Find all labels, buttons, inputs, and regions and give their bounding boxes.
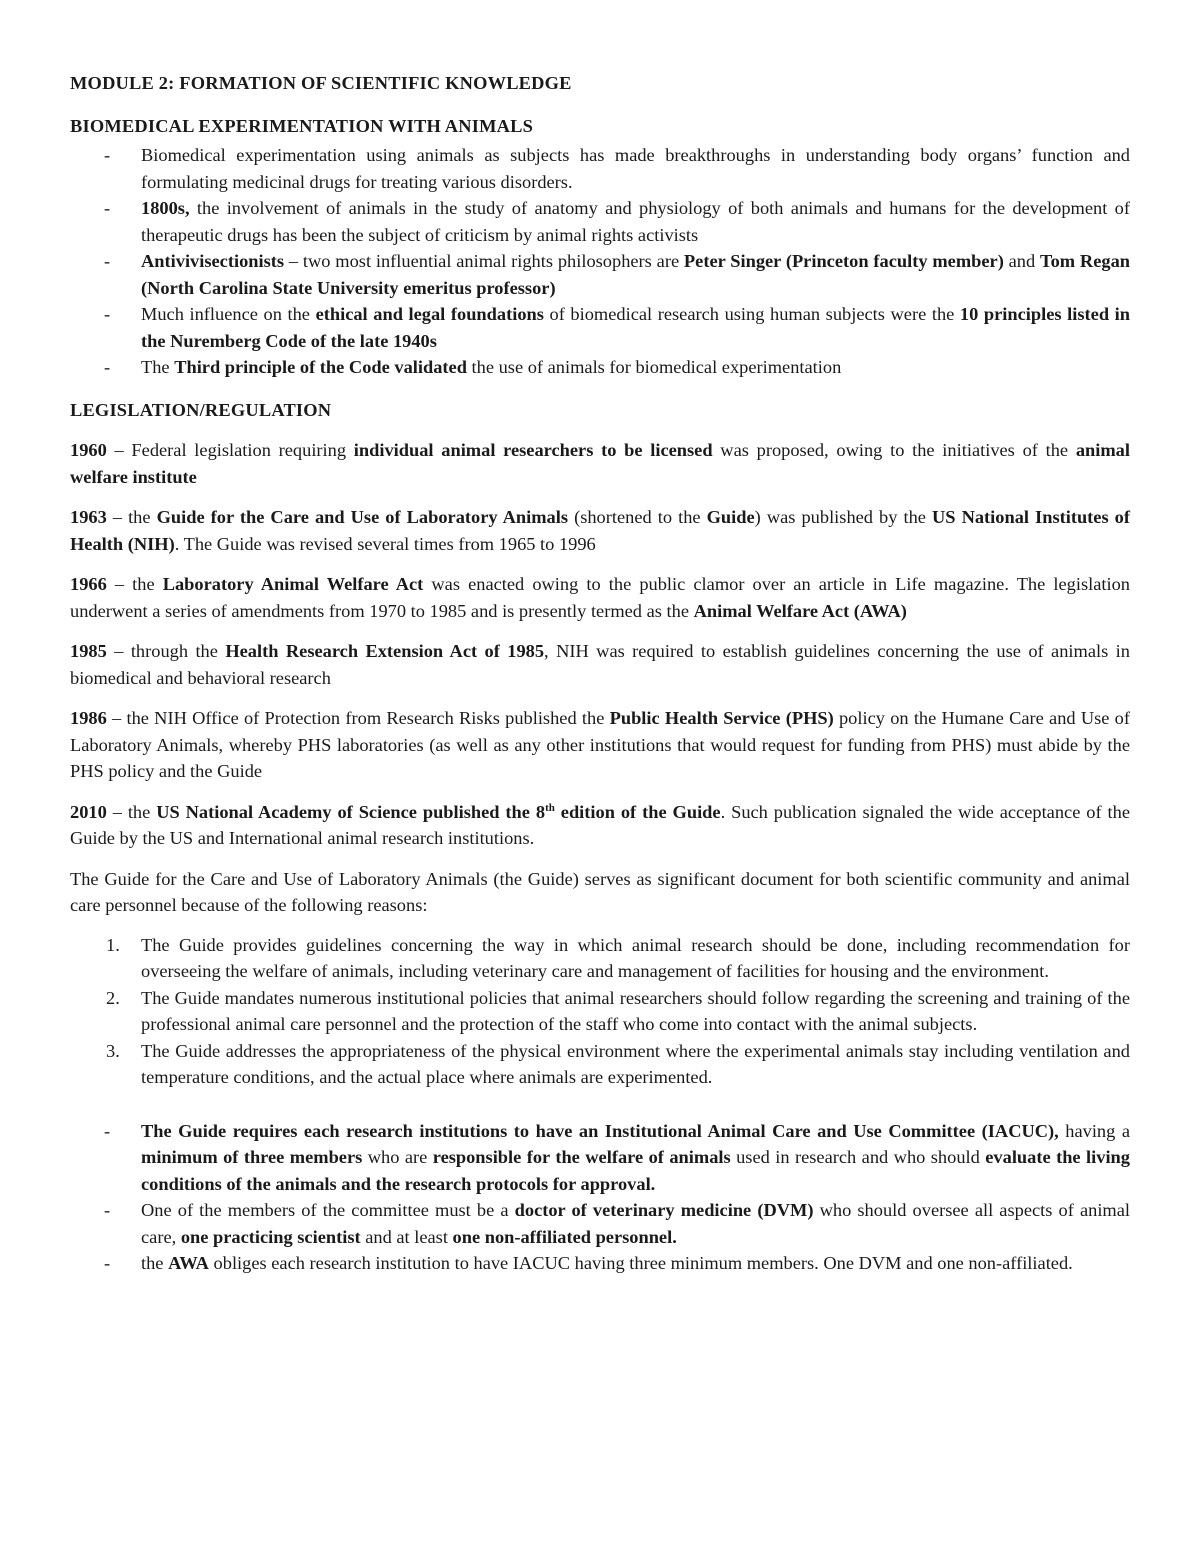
entry-year: 1963 xyxy=(70,507,107,527)
list-item: - Antivivisectionists – two most influential animal rights philosophers are Peter Singer (Princeton faculty member) and Tom Regan (North Carolina State University emeritus professor) xyxy=(70,248,1130,301)
dash-marker: - xyxy=(104,357,111,377)
dash-marker: - xyxy=(104,304,111,324)
ordinal-suffix: th xyxy=(545,801,555,814)
list-number: 1. xyxy=(106,934,120,955)
dash-marker: - xyxy=(104,145,111,165)
list-item: - The Guide requires each research institutions to have an Institutional Animal Care and Use Committee (IACUC), having a minimum of three members who are responsible for the welfare of animals used in research and who should evaluate the living conditions of the animals and the research protocols for approval. xyxy=(70,1118,1130,1198)
biomedical-bullet-list xyxy=(70,142,1130,381)
list-number: 2. xyxy=(106,987,120,1008)
list-item: - 1800s, the involvement of animals in the study of anatomy and physiology of both animals and humans for the development of therapeutic drugs has been the subject of criticism by animal rights activists xyxy=(70,195,1130,248)
timeline-entry-1963: 1963 – the Guide for the Care and Use of Laboratory Animals (shortened to the Guide) was published by the US National Institutes of Health (NIH). The Guide was revised several times from 1965 to 1996 xyxy=(70,507,1130,554)
dash-marker: - xyxy=(104,251,111,271)
list-item: 1. The Guide provides guidelines concerning the way in which animal research should be done, including recommendation for overseeing the welfare of animals, including veterinary care and management of facilities for housing and the environment. xyxy=(70,932,1130,985)
dash-marker: - xyxy=(104,1200,111,1220)
timeline-entry-2010: 2010 – the US National Academy of Science published the 8th edition of the Guide. Such publication signaled the wide acceptance of the Guide by the US and International animal research institutions. xyxy=(70,801,1130,848)
entry-year: 1985 xyxy=(70,641,107,661)
entry-year: 2010 xyxy=(70,801,107,822)
dash-marker: - xyxy=(104,1120,111,1141)
list-item: - Much influence on the ethical and legal foundations of biomedical research using human subjects were the 10 principles listed in the Nuremberg Code of the late 1940s xyxy=(70,301,1130,354)
iacuc-bullet-list xyxy=(70,1118,1130,1277)
entry-year: 1960 xyxy=(70,440,107,460)
list-item: - the AWA obliges each research institution to have IACUC having three minimum members. One DVM and one non-affiliated. xyxy=(70,1250,1130,1277)
guide-reasons-list xyxy=(70,932,1130,1091)
guide-intro-paragraph: The Guide for the Care and Use of Laboratory Animals (the Guide) serves as significant document for both scientific community and animal care personnel because of the following reasons: xyxy=(70,868,1130,915)
entry-year: 1986 xyxy=(70,708,107,728)
entry-year: 1966 xyxy=(70,574,107,594)
section-heading-legislation: LEGISLATION/REGULATION xyxy=(70,399,332,420)
list-item: 3. The Guide addresses the appropriateness of the physical environment where the experimental animals stay including ventilation and temperature conditions, and the actual place where animals are experimented. xyxy=(70,1038,1130,1091)
list-item: 2. The Guide mandates numerous institutional policies that animal researchers should follow regarding the screening and training of the professional animal care personnel and the protection of the staff who come into contact with the animal subjects. xyxy=(70,985,1130,1038)
timeline-entry-1985: 1985 – through the Health Research Extension Act of 1985, NIH was required to establish guidelines concerning the use of animals in biomedical and behavioral research xyxy=(70,641,1130,688)
timeline-entry-1960: 1960 – Federal legislation requiring individual animal researchers to be licensed was proposed, owing to the initiatives of the animal welfare institute xyxy=(70,440,1130,487)
dash-marker: - xyxy=(104,198,111,218)
list-number: 3. xyxy=(106,1040,120,1061)
timeline-entry-1986: 1986 – the NIH Office of Protection from Research Risks published the Public Health Service (PHS) policy on the Humane Care and Use of Laboratory Animals, whereby PHS laboratories (as well as any other institutions that would request for funding from PHS) must abide by the PHS policy and the Guide xyxy=(70,708,1130,781)
timeline-entry-1966: 1966 – the Laboratory Animal Welfare Act was enacted owing to the public clamor over an article in Life magazine. The legislation underwent a series of amendments from 1970 to 1985 and is presently termed as the Animal Welfare Act (AWA) xyxy=(70,574,1130,621)
list-item: - The Third principle of the Code validated the use of animals for biomedical experimentation xyxy=(70,354,1130,381)
dash-marker: - xyxy=(104,1253,111,1273)
module-title: MODULE 2: FORMATION OF SCIENTIFIC KNOWLEDGE xyxy=(70,73,572,93)
list-item: - Biomedical experimentation using animals as subjects has made breakthroughs in understanding body organs’ function and formulating medicinal drugs for treating various disorders. xyxy=(70,142,1130,195)
list-item: - One of the members of the committee must be a doctor of veterinary medicine (DVM) who should oversee all aspects of animal care, one practicing scientist and at least one non-affiliated personnel. xyxy=(70,1197,1130,1250)
section-heading-biomedical: BIOMEDICAL EXPERIMENTATION WITH ANIMALS xyxy=(70,115,534,136)
